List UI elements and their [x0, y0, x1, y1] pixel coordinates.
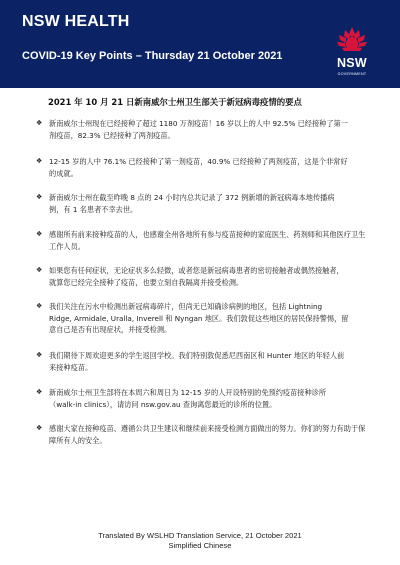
bullet-diamond-icon: ❖ — [36, 119, 43, 127]
list-item-text: 感谢大家在接种疫苗、遵循公共卫生建议和继续前来接受检测方面做出的努力。你们的努力有助于保 障所有人的安全。 — [49, 424, 366, 445]
list-item-text: 12-15 岁的人中 76.1% 已经接种了第一剂疫苗，40.9% 已经接种了两剂疫苗，这是个非常好 的成就。 — [49, 157, 348, 178]
footer-language: Simplified Chinese — [168, 541, 232, 550]
list-item — [36, 156, 384, 179]
bullet-diamond-icon: ❖ — [36, 230, 43, 238]
list-item-text: 我们期待下周欢迎更多的学生返回学校。我们特别敦促悉尼西南区和 Hunter 地区的年轻人前 来接种疫苗。 — [49, 351, 345, 372]
list-item — [36, 265, 384, 288]
list-item — [36, 192, 384, 215]
list-item-text: 如果您有任何症状，无论症状多么轻微，或者您是新冠病毒患者的密切接触者或偶然接触者， 就算您已经完全接种了疫苗，也要立刻自我隔离并接受检测。 — [49, 266, 344, 287]
bullet-diamond-icon: ❖ — [36, 266, 43, 274]
nsw-government-logo — [328, 26, 376, 80]
translation-footer — [0, 531, 400, 551]
list-item-text: 我们关注在污水中检测出新冠病毒碎片，但尚无已知确诊病例的地区，包括 Lightning Ridge, Armidale, Uralla, Inverell 和 Nyngan 地区。我们敦促这些地区的居民保持警惕，留 意自己是否有出现症状，并接受检测。 — [49, 302, 349, 335]
list-item-text: 新南威尔士州在截至昨晚 8 点的 24 小时内总共记录了 372 例新增的新冠病毒本地传播病 例，有 1 名患者不幸去世。 — [49, 193, 335, 214]
bullet-diamond-icon: ❖ — [36, 388, 43, 396]
list-item — [36, 118, 384, 141]
header-subtitle: COVID-19 Key Points – Thursday 21 October 2021 — [22, 50, 283, 62]
list-item-text: 新南威尔士州现在已经接种了超过 1180 万剂疫苗！16 岁以上的人中 92.5% 已经接种了第一 剂疫苗，82.3% 已经接种了两剂疫苗。 — [49, 119, 348, 140]
list-item — [36, 387, 384, 410]
logo-tagline: GOVERNMENT — [337, 72, 367, 76]
document-heading: 2021 年 10 月 21 日新南威尔士州卫生部关于新冠病毒疫情的要点 — [48, 97, 302, 107]
bullet-diamond-icon: ❖ — [36, 157, 43, 165]
bullet-diamond-icon: ❖ — [36, 351, 43, 359]
header-title: NSW HEALTH — [22, 13, 130, 30]
logo-wordmark: NSW — [336, 56, 368, 70]
list-item — [36, 423, 384, 446]
list-item-text: 新南威尔士州卫生部将在本周六和周日为 12-15 岁的人开设特别的免预约疫苗接种诊所 （walk-in clinics），请访问 nsw.gov.au 查询离您最近的诊所的位置。 — [49, 388, 327, 409]
list-item — [36, 350, 384, 373]
bullet-diamond-icon: ❖ — [36, 193, 43, 201]
footer-credit: Translated By WSLHD Translation Service, 21 October 2021 — [98, 531, 302, 540]
waratah-logo-icon — [328, 26, 376, 56]
header-banner — [0, 0, 400, 88]
bullet-diamond-icon: ❖ — [36, 302, 43, 310]
list-item-text: 感谢所有前来接种疫苗的人，也感谢全州各地所有参与疫苗接种的家庭医生、药剂师和其他医疗卫生 工作人员。 — [49, 230, 366, 251]
list-item — [36, 229, 384, 252]
list-item — [36, 301, 384, 336]
bullet-diamond-icon: ❖ — [36, 424, 43, 432]
